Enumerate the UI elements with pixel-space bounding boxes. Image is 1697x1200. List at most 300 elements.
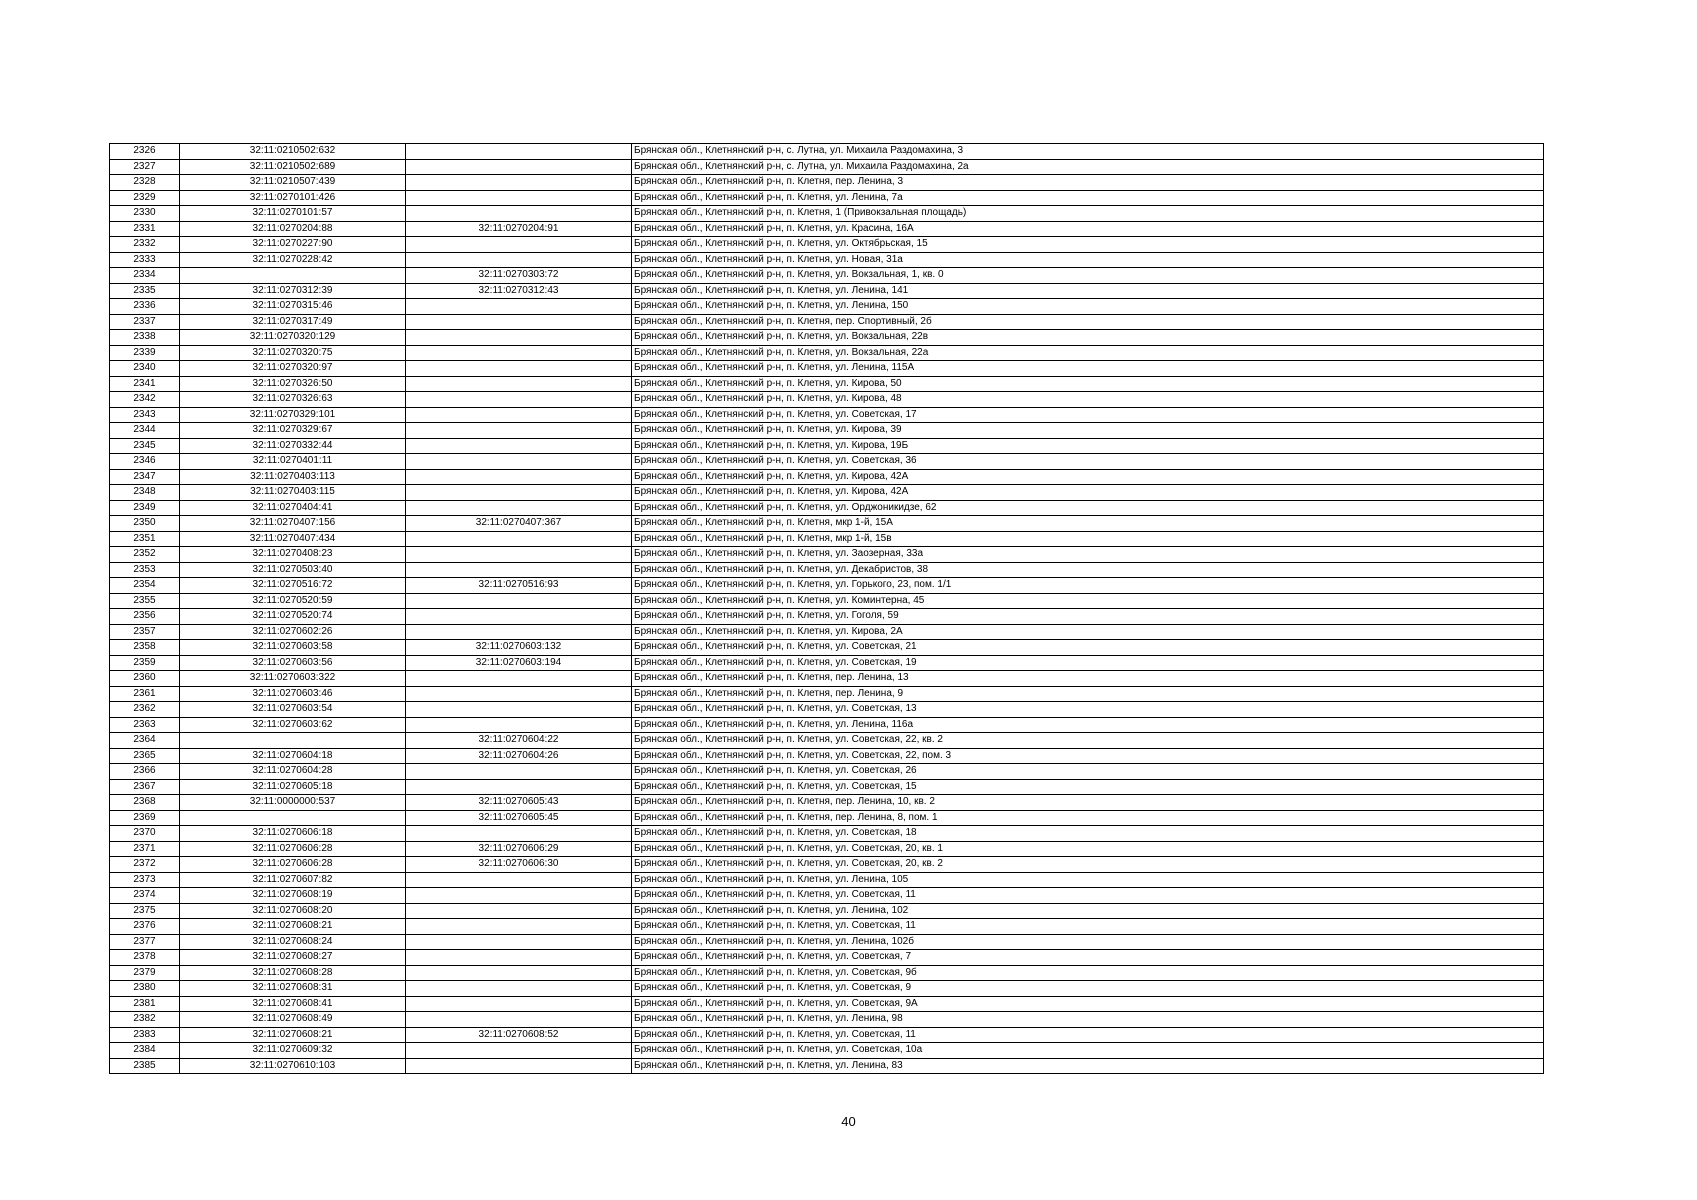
cadastral-number-cell: 32:11:0270520:74 [180, 609, 406, 625]
address-cell: Брянская обл., Клетнянский р-н, п. Клетня, ул. Советская, 11 [632, 888, 1544, 904]
row-number-cell: 2353 [110, 562, 180, 578]
cadastral-number-cell: 32:11:0270503:40 [180, 562, 406, 578]
table-row [110, 1058, 1544, 1074]
table-row [110, 578, 1544, 594]
cadastral-number-cell: 32:11:0270320:75 [180, 345, 406, 361]
related-cadastral-number-cell: 32:11:0270604:22 [406, 733, 632, 749]
address-cell: Брянская обл., Клетнянский р-н, п. Клетня, ул. Советская, 15 [632, 779, 1544, 795]
address-cell: Брянская обл., Клетнянский р-н, п. Клетня, ул. Ленина, 150 [632, 299, 1544, 315]
address-cell: Брянская обл., Клетнянский р-н, п. Клетня, ул. Советская, 36 [632, 454, 1544, 470]
cadastral-number-cell: 32:11:0270607:82 [180, 872, 406, 888]
table-row [110, 500, 1544, 516]
row-number-cell: 2340 [110, 361, 180, 377]
cadastral-number-cell: 32:11:0270605:18 [180, 779, 406, 795]
row-number-cell: 2378 [110, 950, 180, 966]
related-cadastral-number-cell [406, 1058, 632, 1074]
table-row [110, 981, 1544, 997]
related-cadastral-number-cell: 32:11:0270603:132 [406, 640, 632, 656]
row-number-cell: 2333 [110, 252, 180, 268]
address-cell: Брянская обл., Клетнянский р-н, п. Клетня, ул. Советская, 11 [632, 919, 1544, 935]
cadastral-number-cell: 32:11:0270228:42 [180, 252, 406, 268]
address-cell: Брянская обл., Клетнянский р-н, п. Клетня, пер. Ленина, 8, пом. 1 [632, 810, 1544, 826]
cadastral-number-cell: 32:11:0270606:28 [180, 857, 406, 873]
table-row [110, 221, 1544, 237]
row-number-cell: 2381 [110, 996, 180, 1012]
row-number-cell: 2376 [110, 919, 180, 935]
table-row [110, 438, 1544, 454]
row-number-cell: 2348 [110, 485, 180, 501]
cadastral-number-cell: 32:11:0000000:537 [180, 795, 406, 811]
table-row [110, 764, 1544, 780]
row-number-cell: 2377 [110, 934, 180, 950]
row-number-cell: 2356 [110, 609, 180, 625]
related-cadastral-number-cell [406, 206, 632, 222]
related-cadastral-number-cell [406, 702, 632, 718]
row-number-cell: 2374 [110, 888, 180, 904]
table-row [110, 454, 1544, 470]
related-cadastral-number-cell [406, 438, 632, 454]
table-row [110, 965, 1544, 981]
address-cell: Брянская обл., Клетнянский р-н, п. Клетня, ул. Советская, 9б [632, 965, 1544, 981]
related-cadastral-number-cell [406, 237, 632, 253]
table-row [110, 702, 1544, 718]
related-cadastral-number-cell [406, 547, 632, 563]
table-row [110, 252, 1544, 268]
table-row [110, 655, 1544, 671]
row-number-cell: 2347 [110, 469, 180, 485]
row-number-cell: 2349 [110, 500, 180, 516]
cadastral-number-cell [180, 268, 406, 284]
related-cadastral-number-cell [406, 299, 632, 315]
row-number-cell: 2338 [110, 330, 180, 346]
table-row [110, 857, 1544, 873]
cadastral-number-cell: 32:11:0270403:113 [180, 469, 406, 485]
related-cadastral-number-cell [406, 252, 632, 268]
row-number-cell: 2335 [110, 283, 180, 299]
cadastral-number-cell: 32:11:0270604:28 [180, 764, 406, 780]
table-row [110, 996, 1544, 1012]
row-number-cell: 2344 [110, 423, 180, 439]
table-row [110, 779, 1544, 795]
table-row [110, 516, 1544, 532]
address-cell: Брянская обл., Клетнянский р-н, п. Клетня, ул. Красина, 16А [632, 221, 1544, 237]
address-cell: Брянская обл., Клетнянский р-н, п. Клетня, ул. Советская, 9А [632, 996, 1544, 1012]
row-number-cell: 2369 [110, 810, 180, 826]
row-number-cell: 2367 [110, 779, 180, 795]
page-number: 40 [841, 1114, 856, 1129]
row-number-cell: 2375 [110, 903, 180, 919]
row-number-cell: 2339 [110, 345, 180, 361]
related-cadastral-number-cell [406, 965, 632, 981]
related-cadastral-number-cell [406, 562, 632, 578]
address-cell: Брянская обл., Клетнянский р-н, п. Клетня, ул. Советская, 19 [632, 655, 1544, 671]
related-cadastral-number-cell [406, 609, 632, 625]
related-cadastral-number-cell [406, 593, 632, 609]
related-cadastral-number-cell [406, 144, 632, 160]
row-number-cell: 2332 [110, 237, 180, 253]
table-row [110, 407, 1544, 423]
table-row [110, 299, 1544, 315]
table-row [110, 392, 1544, 408]
address-cell: Брянская обл., Клетнянский р-н, п. Клетня, ул. Орджоникидзе, 62 [632, 500, 1544, 516]
address-cell: Брянская обл., Клетнянский р-н, п. Клетня, ул. Советская, 26 [632, 764, 1544, 780]
related-cadastral-number-cell [406, 950, 632, 966]
cadastral-number-cell: 32:11:0270403:115 [180, 485, 406, 501]
cadastral-number-cell: 32:11:0210502:689 [180, 159, 406, 175]
related-cadastral-number-cell [406, 934, 632, 950]
row-number-cell: 2334 [110, 268, 180, 284]
address-cell: Брянская обл., Клетнянский р-н, п. Клетня, ул. Кирова, 2А [632, 624, 1544, 640]
row-number-cell: 2361 [110, 686, 180, 702]
table-row [110, 624, 1544, 640]
related-cadastral-number-cell [406, 996, 632, 1012]
table-row [110, 888, 1544, 904]
cadastral-number-cell: 32:11:0270602:26 [180, 624, 406, 640]
table-row [110, 903, 1544, 919]
address-cell: Брянская обл., Клетнянский р-н, п. Клетня, ул. Советская, 17 [632, 407, 1544, 423]
row-number-cell: 2360 [110, 671, 180, 687]
table-row [110, 206, 1544, 222]
address-cell: Брянская обл., Клетнянский р-н, п. Клетня, мкр 1-й, 15А [632, 516, 1544, 532]
table-row [110, 345, 1544, 361]
related-cadastral-number-cell [406, 159, 632, 175]
row-number-cell: 2352 [110, 547, 180, 563]
table-row [110, 423, 1544, 439]
cadastral-number-cell: 32:11:0270317:49 [180, 314, 406, 330]
cadastral-number-cell: 32:11:0270604:18 [180, 748, 406, 764]
address-cell: Брянская обл., Клетнянский р-н, п. Клетня, пер. Ленина, 3 [632, 175, 1544, 191]
related-cadastral-number-cell [406, 686, 632, 702]
address-cell: Брянская обл., Клетнянский р-н, п. Клетня, пер. Ленина, 10, кв. 2 [632, 795, 1544, 811]
table-row [110, 826, 1544, 842]
registry-table [109, 143, 1544, 1074]
cadastral-number-cell: 32:11:0270610:103 [180, 1058, 406, 1074]
address-cell: Брянская обл., Клетнянский р-н, п. Клетня, ул. Кирова, 42А [632, 485, 1544, 501]
row-number-cell: 2359 [110, 655, 180, 671]
address-cell: Брянская обл., Клетнянский р-н, п. Клетня, ул. Ленина, 83 [632, 1058, 1544, 1074]
cadastral-number-cell: 32:11:0270606:28 [180, 841, 406, 857]
row-number-cell: 2362 [110, 702, 180, 718]
address-cell: Брянская обл., Клетнянский р-н, п. Клетня, ул. Советская, 9 [632, 981, 1544, 997]
table-row [110, 314, 1544, 330]
cadastral-number-cell: 32:11:0210507:439 [180, 175, 406, 191]
address-cell: Брянская обл., Клетнянский р-н, п. Клетня, ул. Советская, 20, кв. 2 [632, 857, 1544, 873]
row-number-cell: 2358 [110, 640, 180, 656]
related-cadastral-number-cell [406, 392, 632, 408]
address-cell: Брянская обл., Клетнянский р-н, с. Лутна, ул. Михаила Раздомахина, 3 [632, 144, 1544, 160]
cadastral-number-cell: 32:11:0270608:41 [180, 996, 406, 1012]
related-cadastral-number-cell [406, 361, 632, 377]
related-cadastral-number-cell [406, 314, 632, 330]
cadastral-number-cell: 32:11:0270608:19 [180, 888, 406, 904]
related-cadastral-number-cell [406, 903, 632, 919]
cadastral-number-cell: 32:11:0270603:322 [180, 671, 406, 687]
related-cadastral-number-cell [406, 779, 632, 795]
table-row [110, 376, 1544, 392]
address-cell: Брянская обл., Клетнянский р-н, п. Клетня, ул. Советская, 11 [632, 1027, 1544, 1043]
related-cadastral-number-cell: 32:11:0270407:367 [406, 516, 632, 532]
row-number-cell: 2336 [110, 299, 180, 315]
table-row [110, 159, 1544, 175]
row-number-cell: 2373 [110, 872, 180, 888]
cadastral-number-cell: 32:11:0270404:41 [180, 500, 406, 516]
table-row [110, 237, 1544, 253]
cadastral-number-cell: 32:11:0270608:28 [180, 965, 406, 981]
row-number-cell: 2370 [110, 826, 180, 842]
related-cadastral-number-cell [406, 919, 632, 935]
cadastral-number-cell: 32:11:0270608:20 [180, 903, 406, 919]
table-body [110, 144, 1544, 1074]
address-cell: Брянская обл., Клетнянский р-н, п. Клетня, ул. Советская, 22, кв. 2 [632, 733, 1544, 749]
related-cadastral-number-cell [406, 872, 632, 888]
related-cadastral-number-cell [406, 981, 632, 997]
cadastral-number-cell: 32:11:0270401:11 [180, 454, 406, 470]
address-cell: Брянская обл., Клетнянский р-н, п. Клетня, ул. Советская, 22, пом. 3 [632, 748, 1544, 764]
address-cell: Брянская обл., Клетнянский р-н, п. Клетня, ул. Кирова, 48 [632, 392, 1544, 408]
cadastral-number-cell: 32:11:0270603:56 [180, 655, 406, 671]
related-cadastral-number-cell: 32:11:0270312:43 [406, 283, 632, 299]
row-number-cell: 2380 [110, 981, 180, 997]
address-cell: Брянская обл., Клетнянский р-н, п. Клетня, ул. Кирова, 39 [632, 423, 1544, 439]
row-number-cell: 2382 [110, 1012, 180, 1028]
row-number-cell: 2364 [110, 733, 180, 749]
related-cadastral-number-cell [406, 454, 632, 470]
cadastral-number-cell: 32:11:0270606:18 [180, 826, 406, 842]
related-cadastral-number-cell: 32:11:0270204:91 [406, 221, 632, 237]
table-row [110, 485, 1544, 501]
address-cell: Брянская обл., Клетнянский р-н, п. Клетня, ул. Ленина, 141 [632, 283, 1544, 299]
row-number-cell: 2368 [110, 795, 180, 811]
related-cadastral-number-cell [406, 717, 632, 733]
table-row [110, 1027, 1544, 1043]
cadastral-number-cell [180, 810, 406, 826]
cadastral-number-cell: 32:11:0270608:24 [180, 934, 406, 950]
row-number-cell: 2355 [110, 593, 180, 609]
cadastral-number-cell: 32:11:0270101:57 [180, 206, 406, 222]
table-row [110, 283, 1544, 299]
address-cell: Брянская обл., Клетнянский р-н, с. Лутна, ул. Михаила Раздомахина, 2а [632, 159, 1544, 175]
row-number-cell: 2329 [110, 190, 180, 206]
row-number-cell: 2384 [110, 1043, 180, 1059]
address-cell: Брянская обл., Клетнянский р-н, п. Клетня, ул. Гоголя, 59 [632, 609, 1544, 625]
related-cadastral-number-cell [406, 423, 632, 439]
cadastral-number-cell: 32:11:0270332:44 [180, 438, 406, 454]
address-cell: Брянская обл., Клетнянский р-н, п. Клетня, ул. Ленина, 7а [632, 190, 1544, 206]
address-cell: Брянская обл., Клетнянский р-н, п. Клетня, пер. Ленина, 13 [632, 671, 1544, 687]
cadastral-number-cell: 32:11:0270608:49 [180, 1012, 406, 1028]
address-cell: Брянская обл., Клетнянский р-н, п. Клетня, ул. Советская, 18 [632, 826, 1544, 842]
related-cadastral-number-cell: 32:11:0270606:29 [406, 841, 632, 857]
address-cell: Брянская обл., Клетнянский р-н, п. Клетня, ул. Ленина, 115А [632, 361, 1544, 377]
cadastral-number-cell: 32:11:0270520:59 [180, 593, 406, 609]
address-cell: Брянская обл., Клетнянский р-н, п. Клетня, ул. Ленина, 102б [632, 934, 1544, 950]
related-cadastral-number-cell [406, 764, 632, 780]
address-cell: Брянская обл., Клетнянский р-н, п. Клетня, ул. Вокзальная, 22а [632, 345, 1544, 361]
row-number-cell: 2341 [110, 376, 180, 392]
address-cell: Брянская обл., Клетнянский р-н, п. Клетня, ул. Ленина, 98 [632, 1012, 1544, 1028]
row-number-cell: 2357 [110, 624, 180, 640]
address-cell: Брянская обл., Клетнянский р-н, п. Клетня, ул. Декабристов, 38 [632, 562, 1544, 578]
row-number-cell: 2350 [110, 516, 180, 532]
row-number-cell: 2342 [110, 392, 180, 408]
cadastral-number-cell: 32:11:0270320:129 [180, 330, 406, 346]
cadastral-number-cell: 32:11:0270609:32 [180, 1043, 406, 1059]
cadastral-number-cell: 32:11:0270227:90 [180, 237, 406, 253]
address-cell: Брянская обл., Клетнянский р-н, п. Клетня, ул. Советская, 13 [632, 702, 1544, 718]
table-row [110, 733, 1544, 749]
address-cell: Брянская обл., Клетнянский р-н, п. Клетня, ул. Ленина, 102 [632, 903, 1544, 919]
related-cadastral-number-cell [406, 330, 632, 346]
related-cadastral-number-cell: 32:11:0270608:52 [406, 1027, 632, 1043]
table-row [110, 950, 1544, 966]
row-number-cell: 2351 [110, 531, 180, 547]
related-cadastral-number-cell [406, 826, 632, 842]
row-number-cell: 2385 [110, 1058, 180, 1074]
related-cadastral-number-cell: 32:11:0270303:72 [406, 268, 632, 284]
address-cell: Брянская обл., Клетнянский р-н, п. Клетня, пер. Ленина, 9 [632, 686, 1544, 702]
row-number-cell: 2326 [110, 144, 180, 160]
cadastral-number-cell: 32:11:0270608:31 [180, 981, 406, 997]
cadastral-number-cell: 32:11:0270608:21 [180, 1027, 406, 1043]
address-cell: Брянская обл., Клетнянский р-н, п. Клетня, ул. Кирова, 19Б [632, 438, 1544, 454]
table-row [110, 562, 1544, 578]
table-row [110, 190, 1544, 206]
table-row [110, 686, 1544, 702]
address-cell: Брянская обл., Клетнянский р-н, п. Клетня, ул. Ленина, 105 [632, 872, 1544, 888]
cadastral-number-cell: 32:11:0270603:58 [180, 640, 406, 656]
cadastral-number-cell: 32:11:0270329:67 [180, 423, 406, 439]
table-row [110, 795, 1544, 811]
related-cadastral-number-cell [406, 485, 632, 501]
cadastral-number-cell: 32:11:0270312:39 [180, 283, 406, 299]
related-cadastral-number-cell [406, 469, 632, 485]
table-row [110, 144, 1544, 160]
address-cell: Брянская обл., Клетнянский р-н, п. Клетня, 1 (Привокзальная площадь) [632, 206, 1544, 222]
table-row [110, 919, 1544, 935]
table-row [110, 872, 1544, 888]
address-cell: Брянская обл., Клетнянский р-н, п. Клетня, ул. Кирова, 50 [632, 376, 1544, 392]
cadastral-number-cell: 32:11:0210502:632 [180, 144, 406, 160]
address-cell: Брянская обл., Клетнянский р-н, п. Клетня, ул. Заозерная, 33а [632, 547, 1544, 563]
table-row [110, 841, 1544, 857]
table-row [110, 1043, 1544, 1059]
cadastral-number-cell: 32:11:0270603:46 [180, 686, 406, 702]
cadastral-number-cell: 32:11:0270326:63 [180, 392, 406, 408]
address-cell: Брянская обл., Клетнянский р-н, п. Клетня, ул. Горького, 23, пом. 1/1 [632, 578, 1544, 594]
cadastral-number-cell: 32:11:0270408:23 [180, 547, 406, 563]
table-row [110, 593, 1544, 609]
table-row [110, 547, 1544, 563]
cadastral-number-cell: 32:11:0270608:27 [180, 950, 406, 966]
address-cell: Брянская обл., Клетнянский р-н, п. Клетня, пер. Спортивный, 2б [632, 314, 1544, 330]
table-row [110, 268, 1544, 284]
row-number-cell: 2345 [110, 438, 180, 454]
related-cadastral-number-cell: 32:11:0270606:30 [406, 857, 632, 873]
address-cell: Брянская обл., Клетнянский р-н, п. Клетня, ул. Советская, 21 [632, 640, 1544, 656]
table-row [110, 609, 1544, 625]
cadastral-number-cell: 32:11:0270603:62 [180, 717, 406, 733]
related-cadastral-number-cell: 32:11:0270516:93 [406, 578, 632, 594]
cadastral-number-cell: 32:11:0270204:88 [180, 221, 406, 237]
row-number-cell: 2372 [110, 857, 180, 873]
table-row [110, 934, 1544, 950]
address-cell: Брянская обл., Клетнянский р-н, п. Клетня, ул. Октябрьская, 15 [632, 237, 1544, 253]
related-cadastral-number-cell [406, 376, 632, 392]
cadastral-number-cell: 32:11:0270320:97 [180, 361, 406, 377]
related-cadastral-number-cell [406, 1043, 632, 1059]
address-cell: Брянская обл., Клетнянский р-н, п. Клетня, мкр 1-й, 15в [632, 531, 1544, 547]
row-number-cell: 2337 [110, 314, 180, 330]
related-cadastral-number-cell: 32:11:0270603:194 [406, 655, 632, 671]
table-row [110, 671, 1544, 687]
row-number-cell: 2343 [110, 407, 180, 423]
row-number-cell: 2328 [110, 175, 180, 191]
row-number-cell: 2383 [110, 1027, 180, 1043]
row-number-cell: 2330 [110, 206, 180, 222]
cadastral-number-cell: 32:11:0270603:54 [180, 702, 406, 718]
table-row [110, 330, 1544, 346]
row-number-cell: 2327 [110, 159, 180, 175]
related-cadastral-number-cell [406, 175, 632, 191]
cadastral-number-cell: 32:11:0270326:50 [180, 376, 406, 392]
cadastral-number-cell: 32:11:0270101:426 [180, 190, 406, 206]
related-cadastral-number-cell [406, 407, 632, 423]
related-cadastral-number-cell [406, 190, 632, 206]
cadastral-number-cell: 32:11:0270407:156 [180, 516, 406, 532]
table-row [110, 1012, 1544, 1028]
address-cell: Брянская обл., Клетнянский р-н, п. Клетня, ул. Ленина, 116а [632, 717, 1544, 733]
table-row [110, 748, 1544, 764]
address-cell: Брянская обл., Клетнянский р-н, п. Клетня, ул. Новая, 31а [632, 252, 1544, 268]
cadastral-number-cell: 32:11:0270608:21 [180, 919, 406, 935]
table-row [110, 175, 1544, 191]
related-cadastral-number-cell [406, 345, 632, 361]
cadastral-number-cell: 32:11:0270407:434 [180, 531, 406, 547]
row-number-cell: 2354 [110, 578, 180, 594]
table-row [110, 361, 1544, 377]
row-number-cell: 2331 [110, 221, 180, 237]
row-number-cell: 2365 [110, 748, 180, 764]
row-number-cell: 2371 [110, 841, 180, 857]
row-number-cell: 2379 [110, 965, 180, 981]
row-number-cell: 2363 [110, 717, 180, 733]
address-cell: Брянская обл., Клетнянский р-н, п. Клетня, ул. Кирова, 42А [632, 469, 1544, 485]
related-cadastral-number-cell: 32:11:0270604:26 [406, 748, 632, 764]
row-number-cell: 2366 [110, 764, 180, 780]
address-cell: Брянская обл., Клетнянский р-н, п. Клетня, ул. Советская, 10а [632, 1043, 1544, 1059]
table-row [110, 469, 1544, 485]
related-cadastral-number-cell: 32:11:0270605:43 [406, 795, 632, 811]
cadastral-number-cell: 32:11:0270329:101 [180, 407, 406, 423]
related-cadastral-number-cell [406, 624, 632, 640]
related-cadastral-number-cell [406, 531, 632, 547]
address-cell: Брянская обл., Клетнянский р-н, п. Клетня, ул. Коминтерна, 45 [632, 593, 1544, 609]
row-number-cell: 2346 [110, 454, 180, 470]
related-cadastral-number-cell [406, 888, 632, 904]
address-cell: Брянская обл., Клетнянский р-н, п. Клетня, ул. Советская, 20, кв. 1 [632, 841, 1544, 857]
table-row [110, 640, 1544, 656]
address-cell: Брянская обл., Клетнянский р-н, п. Клетня, ул. Вокзальная, 22в [632, 330, 1544, 346]
table-row [110, 810, 1544, 826]
cadastral-number-cell: 32:11:0270516:72 [180, 578, 406, 594]
table-row [110, 717, 1544, 733]
address-cell: Брянская обл., Клетнянский р-н, п. Клетня, ул. Советская, 7 [632, 950, 1544, 966]
address-cell: Брянская обл., Клетнянский р-н, п. Клетня, ул. Вокзальная, 1, кв. 0 [632, 268, 1544, 284]
table-row [110, 531, 1544, 547]
cadastral-number-cell [180, 733, 406, 749]
related-cadastral-number-cell [406, 500, 632, 516]
related-cadastral-number-cell: 32:11:0270605:45 [406, 810, 632, 826]
